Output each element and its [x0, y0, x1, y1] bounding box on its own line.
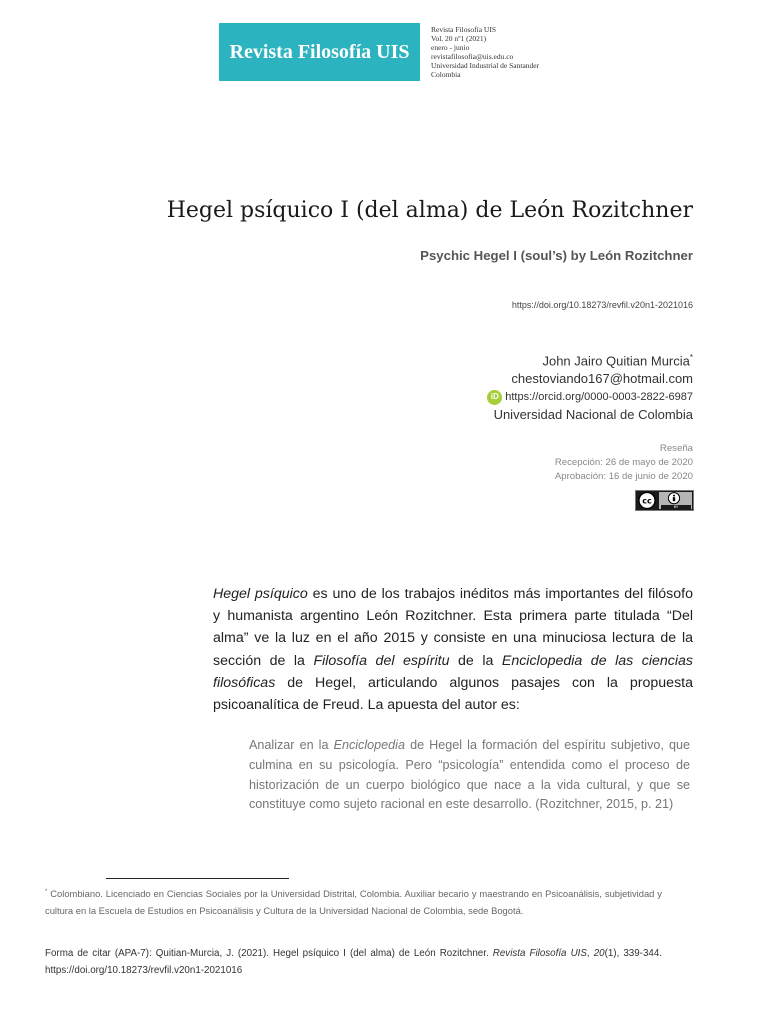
received-date: Recepción: 26 de mayo de 2020 [554, 457, 693, 468]
orcid-row [487, 388, 693, 406]
journal-info-line: Vol. 20 nº1 (2021) [431, 34, 487, 44]
quote-text: de Hegel la formación del espíritu subjetivo, que culmina en su psicología. Pero “psicología” entendida como el proceso de historización de un cuerpo biológico que nace a la vida cultural, y que se constituye como sujeto racional en este desarrollo. (Rozitchner, 2015, p. 21) [249, 738, 690, 812]
quote-italic: Enciclopedia [333, 738, 405, 752]
journal-banner [219, 23, 420, 81]
citation-journal: Revista Filosofía UIS [492, 948, 587, 959]
journal-info-line: Colombia [431, 70, 461, 80]
body-text: es uno de los trabajos inéditos más importantes del filósofo y humanista argentino León Rozitchner. Esta primera parte titulada “Del alma” ve la luz en el año 2015 y consiste en una minuciosa lectura de la sección de la [213, 586, 693, 669]
journal-banner-title: Revista Filosofía UIS [229, 40, 410, 63]
footnote-mark: * [45, 889, 48, 895]
footnote-divider [106, 878, 289, 879]
citation-sep: , [586, 948, 594, 959]
journal-info-line: Universidad Industrial de Santander [431, 61, 540, 71]
body-text: de la [449, 652, 502, 669]
cc-by-icon [636, 491, 693, 510]
author-block [487, 349, 693, 424]
by-text: BY [673, 505, 679, 510]
body-italic: Enciclopedia de las ciencias filosóficas [213, 652, 693, 691]
journal-info-line[interactable]: revistafilosofia@uis.edu.co [431, 52, 514, 62]
footnote-text: Colombiano. Licenciado en Ciencias Sociales por la Universidad Distrital, Colombia. Auxiliar becario y maestrando en Psicoanálisis, subjetividad y cultura en la Escuela de Estudios en Psicoanálisis y Cultura de la Universidad Nacional de Colombia, sede Bogotá. [45, 888, 662, 917]
journal-info-line: enero - junio [431, 43, 470, 53]
doi-link[interactable]: https://doi.org/10.18273/revfil.v20n1-2021016 [511, 300, 693, 310]
citation-text-2[interactable]: (1), 339-344. https://doi.org/10.18273/revfil.v20n1-2021016 [45, 948, 663, 976]
citation-volume: 20 [593, 948, 605, 959]
author-name [487, 349, 693, 370]
body-italic: Filosofía del espíritu [313, 652, 450, 669]
citation-text: Forma de citar (APA-7): Quitian-Murcia, J. (2021). Hegel psíquico I (del alma) de León Rozitchner. [45, 948, 493, 959]
quote-text: Analizar en la [249, 738, 334, 752]
author-affiliation: Universidad Nacional de Colombia [493, 407, 693, 423]
journal-info-line: Revista Filosofía UIS [431, 25, 496, 34]
body-paragraph [213, 583, 693, 716]
author-name-text: John Jairo Quitian Murcia [542, 353, 690, 369]
body-text: de Hegel, articulando algunos pasajes con la propuesta psicoanalítica de Freud. La apuesta del autor es: [213, 674, 693, 714]
approved-date: Aprobación: 16 de junio de 2020 [554, 471, 693, 482]
article-type: Reseña [659, 443, 693, 454]
footnote [45, 884, 662, 919]
citation [45, 945, 662, 979]
author-email[interactable]: chestoviando167@hotmail.com [511, 371, 693, 387]
cc-text: cc [642, 496, 652, 506]
orcid-icon: iD [487, 390, 502, 405]
article-meta [555, 442, 693, 484]
body-italic: Hegel psíquico [213, 586, 308, 602]
block-quote [249, 736, 690, 815]
article-subtitle: Psychic Hegel I (soul’s) by León Rozitchner [420, 248, 693, 263]
author-footnote-mark[interactable]: * [689, 353, 693, 362]
orcid-link[interactable]: https://orcid.org/0000-0003-2822-6987 [505, 391, 693, 404]
journal-info [431, 25, 539, 80]
cc-by-license-icon[interactable] [635, 490, 694, 511]
article-title: Hegel psíquico I (del alma) de León Rozitchner [166, 198, 693, 223]
